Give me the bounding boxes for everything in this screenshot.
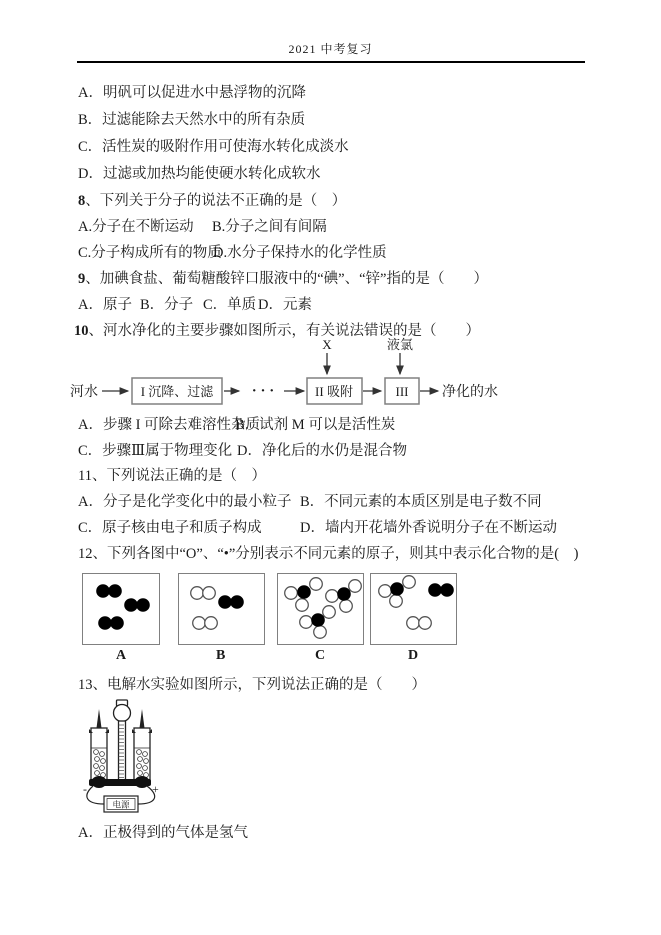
q11-option-d: D．墙内开花墙外香说明分子在不断运动 [300,520,557,536]
central-column [119,721,126,781]
right-tube-tip [140,709,145,728]
flow-step2-label: II 吸附 [315,384,353,399]
q10-option-b: B．试剂 M 可以是活性炭 [235,417,396,433]
q12-stem: 12、下列各图中“O”、“•”分别表示不同元素的原子，则其中表示化合物的是( ) [78,546,579,562]
q13-number: 13 [78,677,93,693]
water-electrolysis-apparatus [80,698,180,820]
negative-terminal-label: - [83,782,87,796]
q7-option-c: C．活性炭的吸附作用可使海水转化成淡水 [78,139,349,155]
molecule-box-d [370,573,457,645]
q8-option-b: B.分子之间有间隔 [212,219,327,235]
q10-option-c: C．步骤Ⅲ属于物理变化 [78,443,233,459]
q11-stem: 11、下列说法正确的是（ ） [78,468,266,484]
flow-step3-label: III [395,384,409,399]
molecule-box-b [178,573,265,645]
molecule-box-c-label: C [315,648,326,663]
q8-option-a: A.分子在不断运动 [78,219,194,235]
q9-option-d: D．元素 [258,297,312,313]
flow-input-label: 河水 [70,385,98,400]
q8-option-c: C.分子构成所有的物质 [78,245,222,261]
positive-terminal-label: + [152,782,159,796]
flow-chlorine-label: 液氯 [386,337,414,352]
q9-number: 9 [78,271,86,287]
bulb [114,705,131,722]
molecule-box-a [82,573,160,645]
molecule-box-d-label: D [408,648,419,663]
molecule-box-a-label: A [116,648,127,663]
q8-option-d: D.水分子保持水的化学性质 [213,245,387,261]
q11-number: 11 [78,468,92,484]
q11-option-b: B．不同元素的本质区别是电子数不同 [300,494,542,510]
page-title: 2021 中考复习 [288,42,373,56]
q13-option-a: A．正极得到的气体是氢气 [78,825,248,841]
q9-option-c: C．单质 [203,297,257,313]
flow-output-label: 净化的水 [442,385,498,400]
q11-option-a: A．分子是化学变化中的最小粒子 [78,494,292,510]
q9-option-a: A．原子 [78,297,132,313]
q9-stem: 9、加碘食盐、葡萄糖酸锌口服液中的“碘”、“锌”指的是（ ） [78,271,488,287]
left-tube-tip [97,709,102,728]
q8-stem: 8、下列关于分子的说法不正确的是（ ） [78,193,347,209]
molecule-box-c [277,573,364,645]
power-supply-label: 电源 [112,799,130,810]
left-wire [87,786,104,804]
header-rule [77,61,585,63]
q7-option-b: B．过滤能除去天然水中的所有杂质 [78,112,306,128]
q9-option-b: B．分子 [140,297,194,313]
q10-number: 10 [74,323,89,339]
flow-step1-label: I 沉降、过滤 [140,384,214,399]
q10-option-a: A．步骤 I 可除去难溶性杂质 [78,417,261,433]
left-electrode [92,776,107,788]
q10-stem: 10、河水净化的主要步骤如图所示，有关说法错误的是（ ） [74,323,480,339]
q7-option-d: D．过滤或加热均能使硬水转化成软水 [78,166,321,182]
flow-x-label: X [322,337,332,352]
q13-stem: 13、电解水实验如图所示，下列说法正确的是（ ） [78,677,426,693]
q8-number: 8 [78,193,86,209]
flow-dots: · · · [251,383,275,399]
q11-option-c: C．原子核由电子和质子构成 [78,520,262,536]
q7-option-a: A．明矾可以促进水中悬浮物的沉降 [78,85,306,101]
q10-option-d: D．净化后的水仍是混合物 [237,443,407,459]
q12-number: 12 [78,546,93,562]
molecule-box-b-label: B [216,648,226,663]
water-purification-flow-diagram [62,336,542,408]
